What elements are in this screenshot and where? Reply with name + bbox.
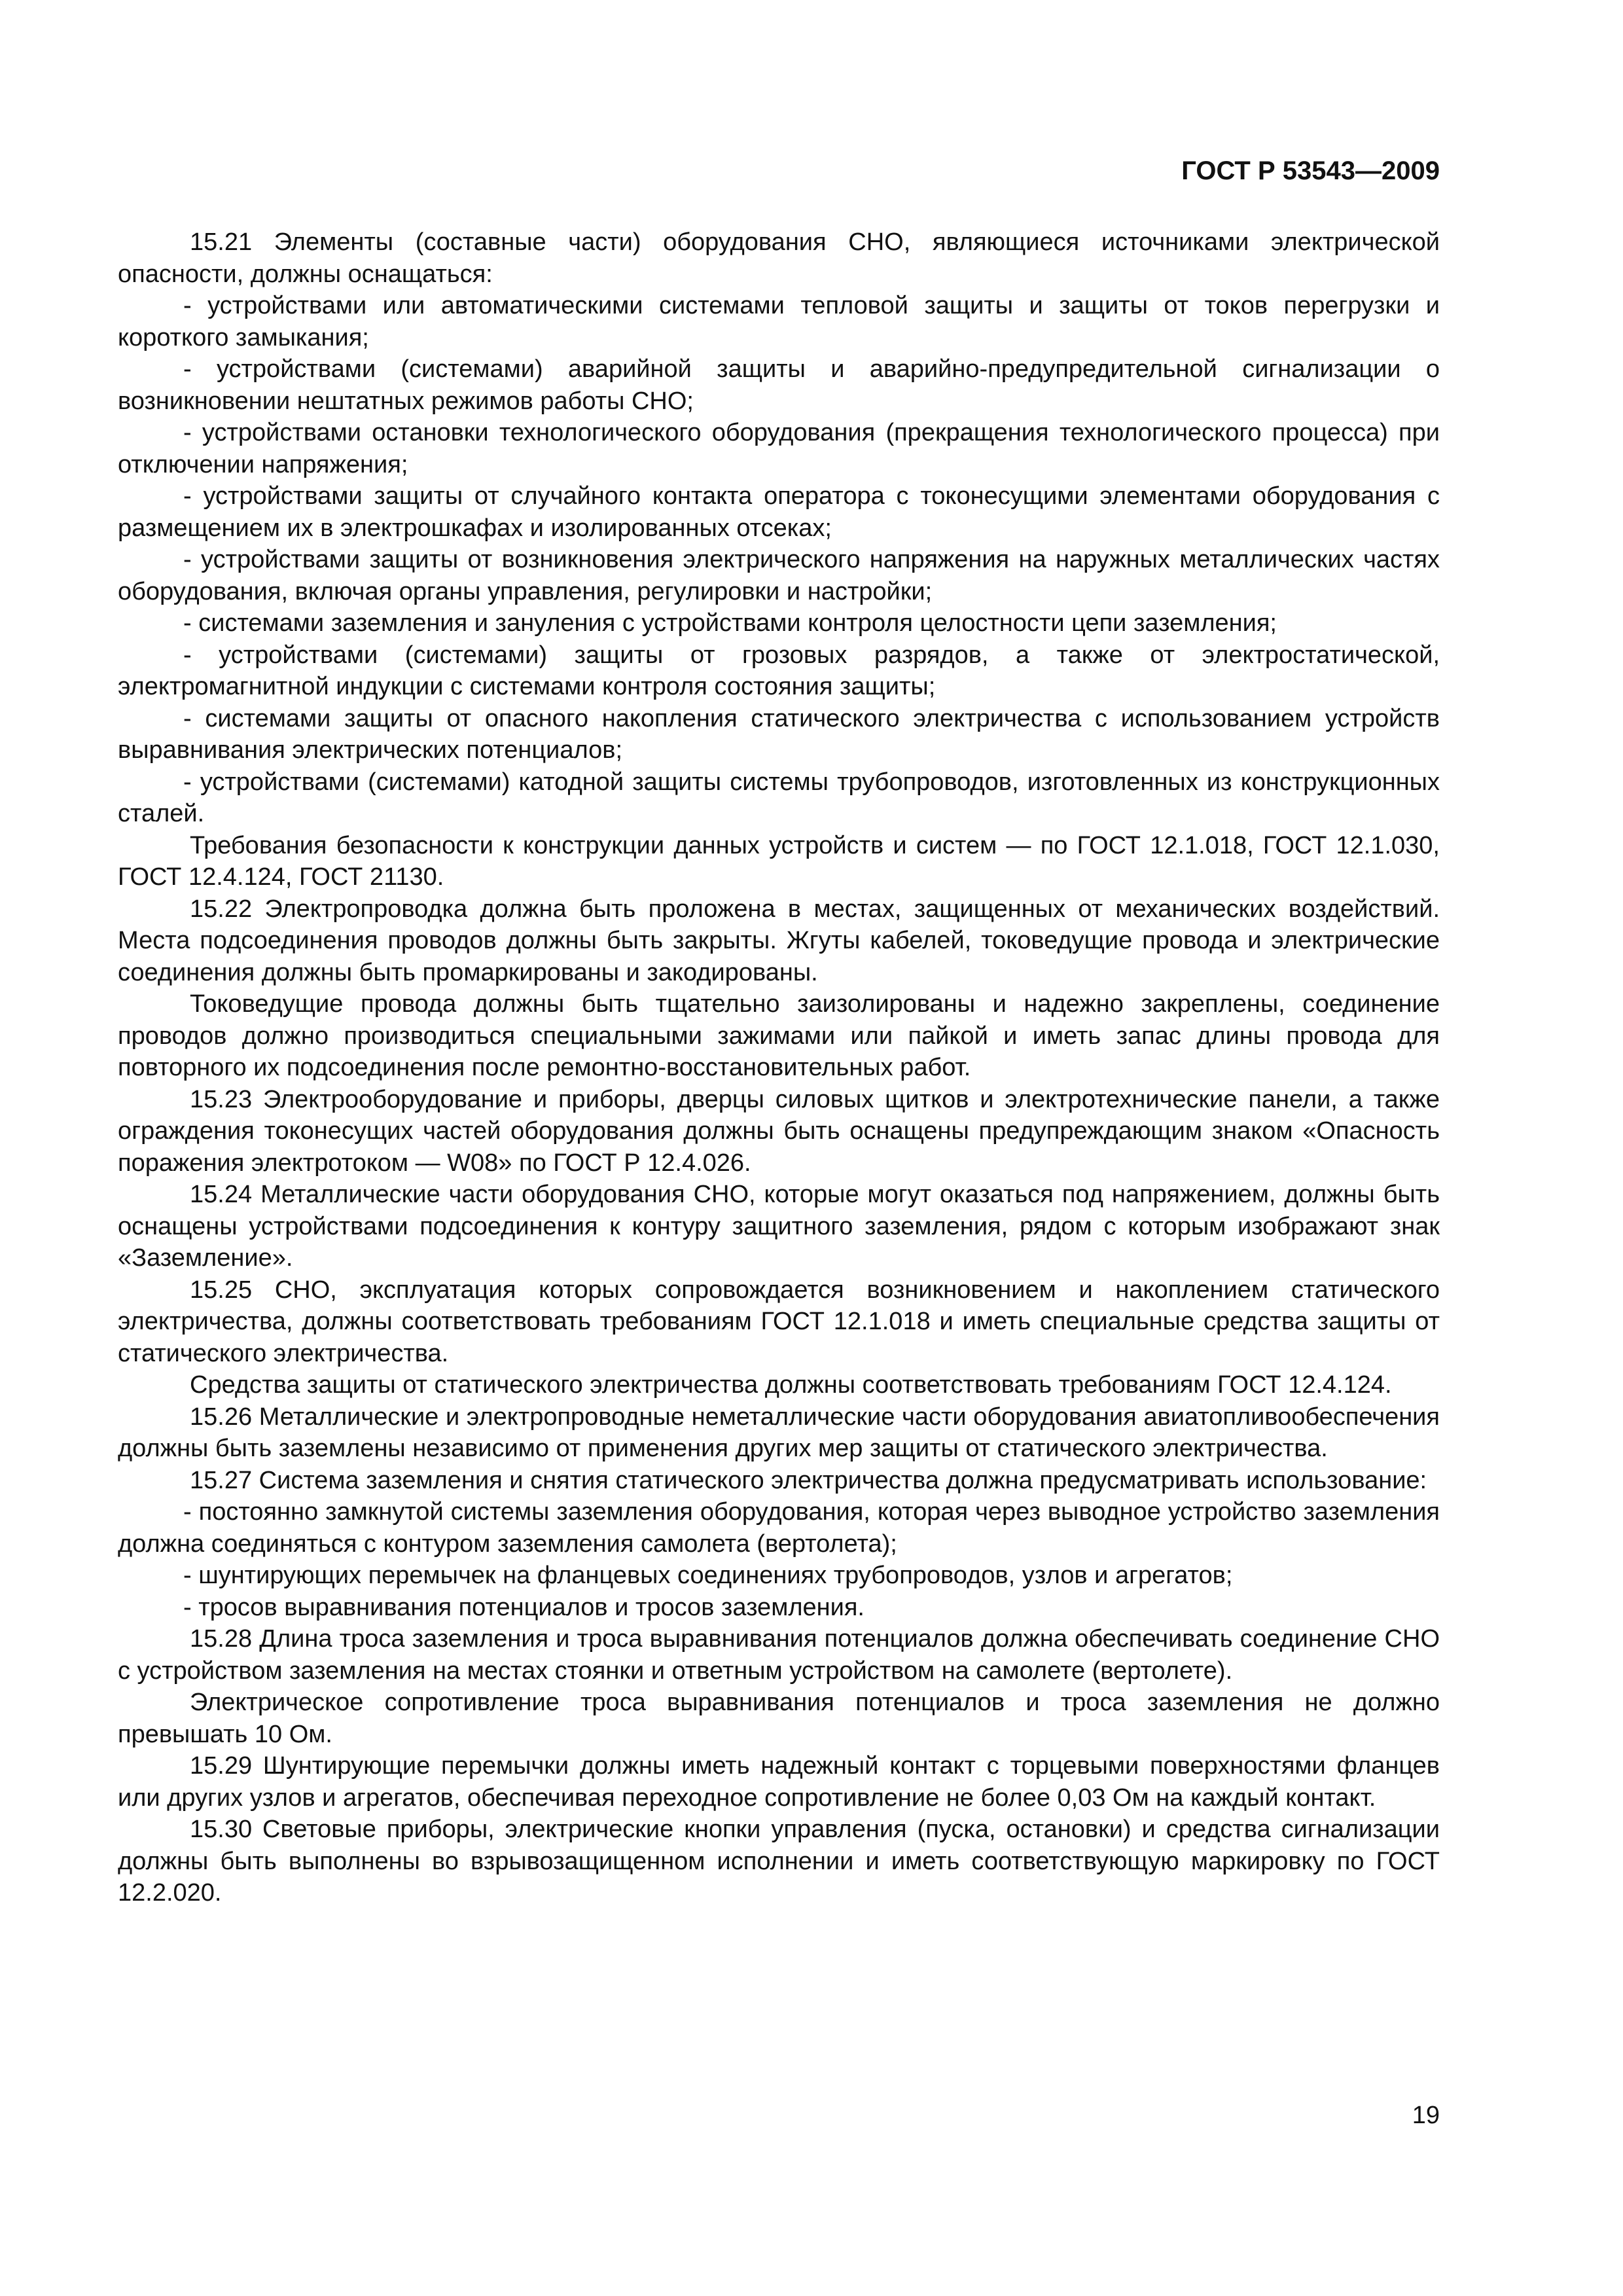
- list-item: - шунтирующих перемычек на фланцевых соединениях трубопроводов, узлов и агрегатов;: [183, 1562, 1233, 1589]
- paragraph: 15.28 Длина троса заземления и троса выравнивания потенциалов должна обеспечивать соединение СНО с устройством заземления на местах стоянки и ответным устройством на самолете (вертолете).: [118, 1625, 1440, 1685]
- paragraph: 15.25 СНО, эксплуатация которых сопровождается возникновением и накоплением статического электричества, должны соответствовать требованиям ГОСТ 12.1.018 и иметь специальные средства защиты от статического электричества.: [118, 1276, 1440, 1367]
- paragraph: 15.23 Электрооборудование и приборы, дверцы силовых щитков и электротехнические панели, а также ограждения токонесущих частей оборудования должны быть оснащены предупреждающим знаком «Опасность поражения электротоком — W08» по ГОСТ Р 12.4.026.: [118, 1085, 1440, 1177]
- paragraph: 15.21 Элементы (составные части) оборудования СНО, являющиеся источниками электрической опасности, должны оснащаться:: [118, 228, 1440, 288]
- list-item: - устройствами защиты от случайного контакта оператора с токонесущими элементами оборудования с размещением их в электрошкафах и изолированных отсеках;: [118, 482, 1440, 542]
- paragraph: 15.29 Шунтирующие перемычки должны иметь надежный контакт с торцевыми поверхностями фланцев или других узлов и агрегатов, обеспечивая переходное сопротивление не более 0,03 Ом на каждый контакт.: [118, 1752, 1440, 1812]
- list-item: - устройствами (системами) катодной защиты системы трубопроводов, изготовленных из конструкционных сталей.: [118, 768, 1440, 827]
- list-item: - устройствами защиты от возникновения электрического напряжения на наружных металлических частях оборудования, включая органы управления, регулировки и настройки;: [118, 546, 1440, 605]
- paragraph: Требования безопасности к конструкции данных устройств и систем — по ГОСТ 12.1.018, ГОСТ 12.1.030, ГОСТ 12.4.124, ГОСТ 21130.: [118, 831, 1440, 891]
- list-item: - устройствами (системами) аварийной защиты и аварийно-предупредительной сигнализации о возникновении нештатных режимов работы СНО;: [118, 355, 1440, 415]
- standard-header: ГОСТ Р 53543—2009: [1181, 156, 1440, 185]
- page-number: 19: [1412, 2102, 1440, 2129]
- list-item: - устройствами остановки технологического оборудования (прекращения технологического процесса) при отключении напряжения;: [118, 419, 1440, 478]
- list-item: - постоянно замкнутой системы заземления оборудования, которая через выводное устройство заземления должна соединяться с контуром заземления самолета (вертолета);: [118, 1498, 1440, 1558]
- paragraph: 15.27 Система заземления и снятия статического электричества должна предусматривать использование:: [190, 1466, 1427, 1494]
- paragraph: 15.24 Металлические части оборудования СНО, которые могут оказаться под напряжением, должны быть оснащены устройствами подсоединения к контуру защитного заземления, рядом с которым изображают знак «Заземление».: [118, 1181, 1440, 1272]
- list-item: - системами защиты от опасного накопления статического электричества с использованием устройств выравнивания электрических потенциалов;: [118, 704, 1440, 764]
- list-item: - системами заземления и зануления с устройствами контроля целостности цепи заземления;: [183, 609, 1277, 637]
- paragraph: 15.26 Металлические и электропроводные неметаллические части оборудования авиатопливообеспечения должны быть заземлены независимо от применения других мер защиты от статического электричества.: [118, 1403, 1440, 1462]
- list-item: - устройствами или автоматическими системами тепловой защиты и защиты от токов перегрузки и короткого замыкания;: [118, 292, 1440, 351]
- paragraph: Электрическое сопротивление троса выравнивания потенциалов и троса заземления не должно превышать 10 Ом.: [118, 1689, 1440, 1748]
- list-item: - тросов выравнивания потенциалов и тросов заземления.: [183, 1593, 865, 1621]
- paragraph: 15.22 Электропроводка должна быть проложена в местах, защищенных от механических воздействий. Места подсоединения проводов должны быть закрыты. Жгуты кабелей, токоведущие провода и электрические соединения должны быть промаркированы и закодированы.: [118, 895, 1440, 986]
- paragraph: Токоведущие провода должны быть тщательно заизолированы и надежно закреплены, соединение проводов должно производиться специальными зажимами или пайкой и иметь запас длины провода для повторного их подсоединения после ремонтно-восстановительных работ.: [118, 990, 1440, 1081]
- paragraph: 15.30 Световые приборы, электрические кнопки управления (пуска, остановки) и средства сигнализации должны быть выполнены во взрывозащищенном исполнении и иметь соответствующую маркировку по ГОСТ 12.2.020.: [118, 1816, 1440, 1907]
- list-item: - устройствами (системами) защиты от грозовых разрядов, а также от электростатической, электромагнитной индукции с системами контроля состояния защиты;: [118, 641, 1440, 700]
- paragraph: Средства защиты от статического электричества должны соответствовать требованиям ГОСТ 12.4.124.: [190, 1371, 1392, 1399]
- body-text: [118, 226, 1440, 1909]
